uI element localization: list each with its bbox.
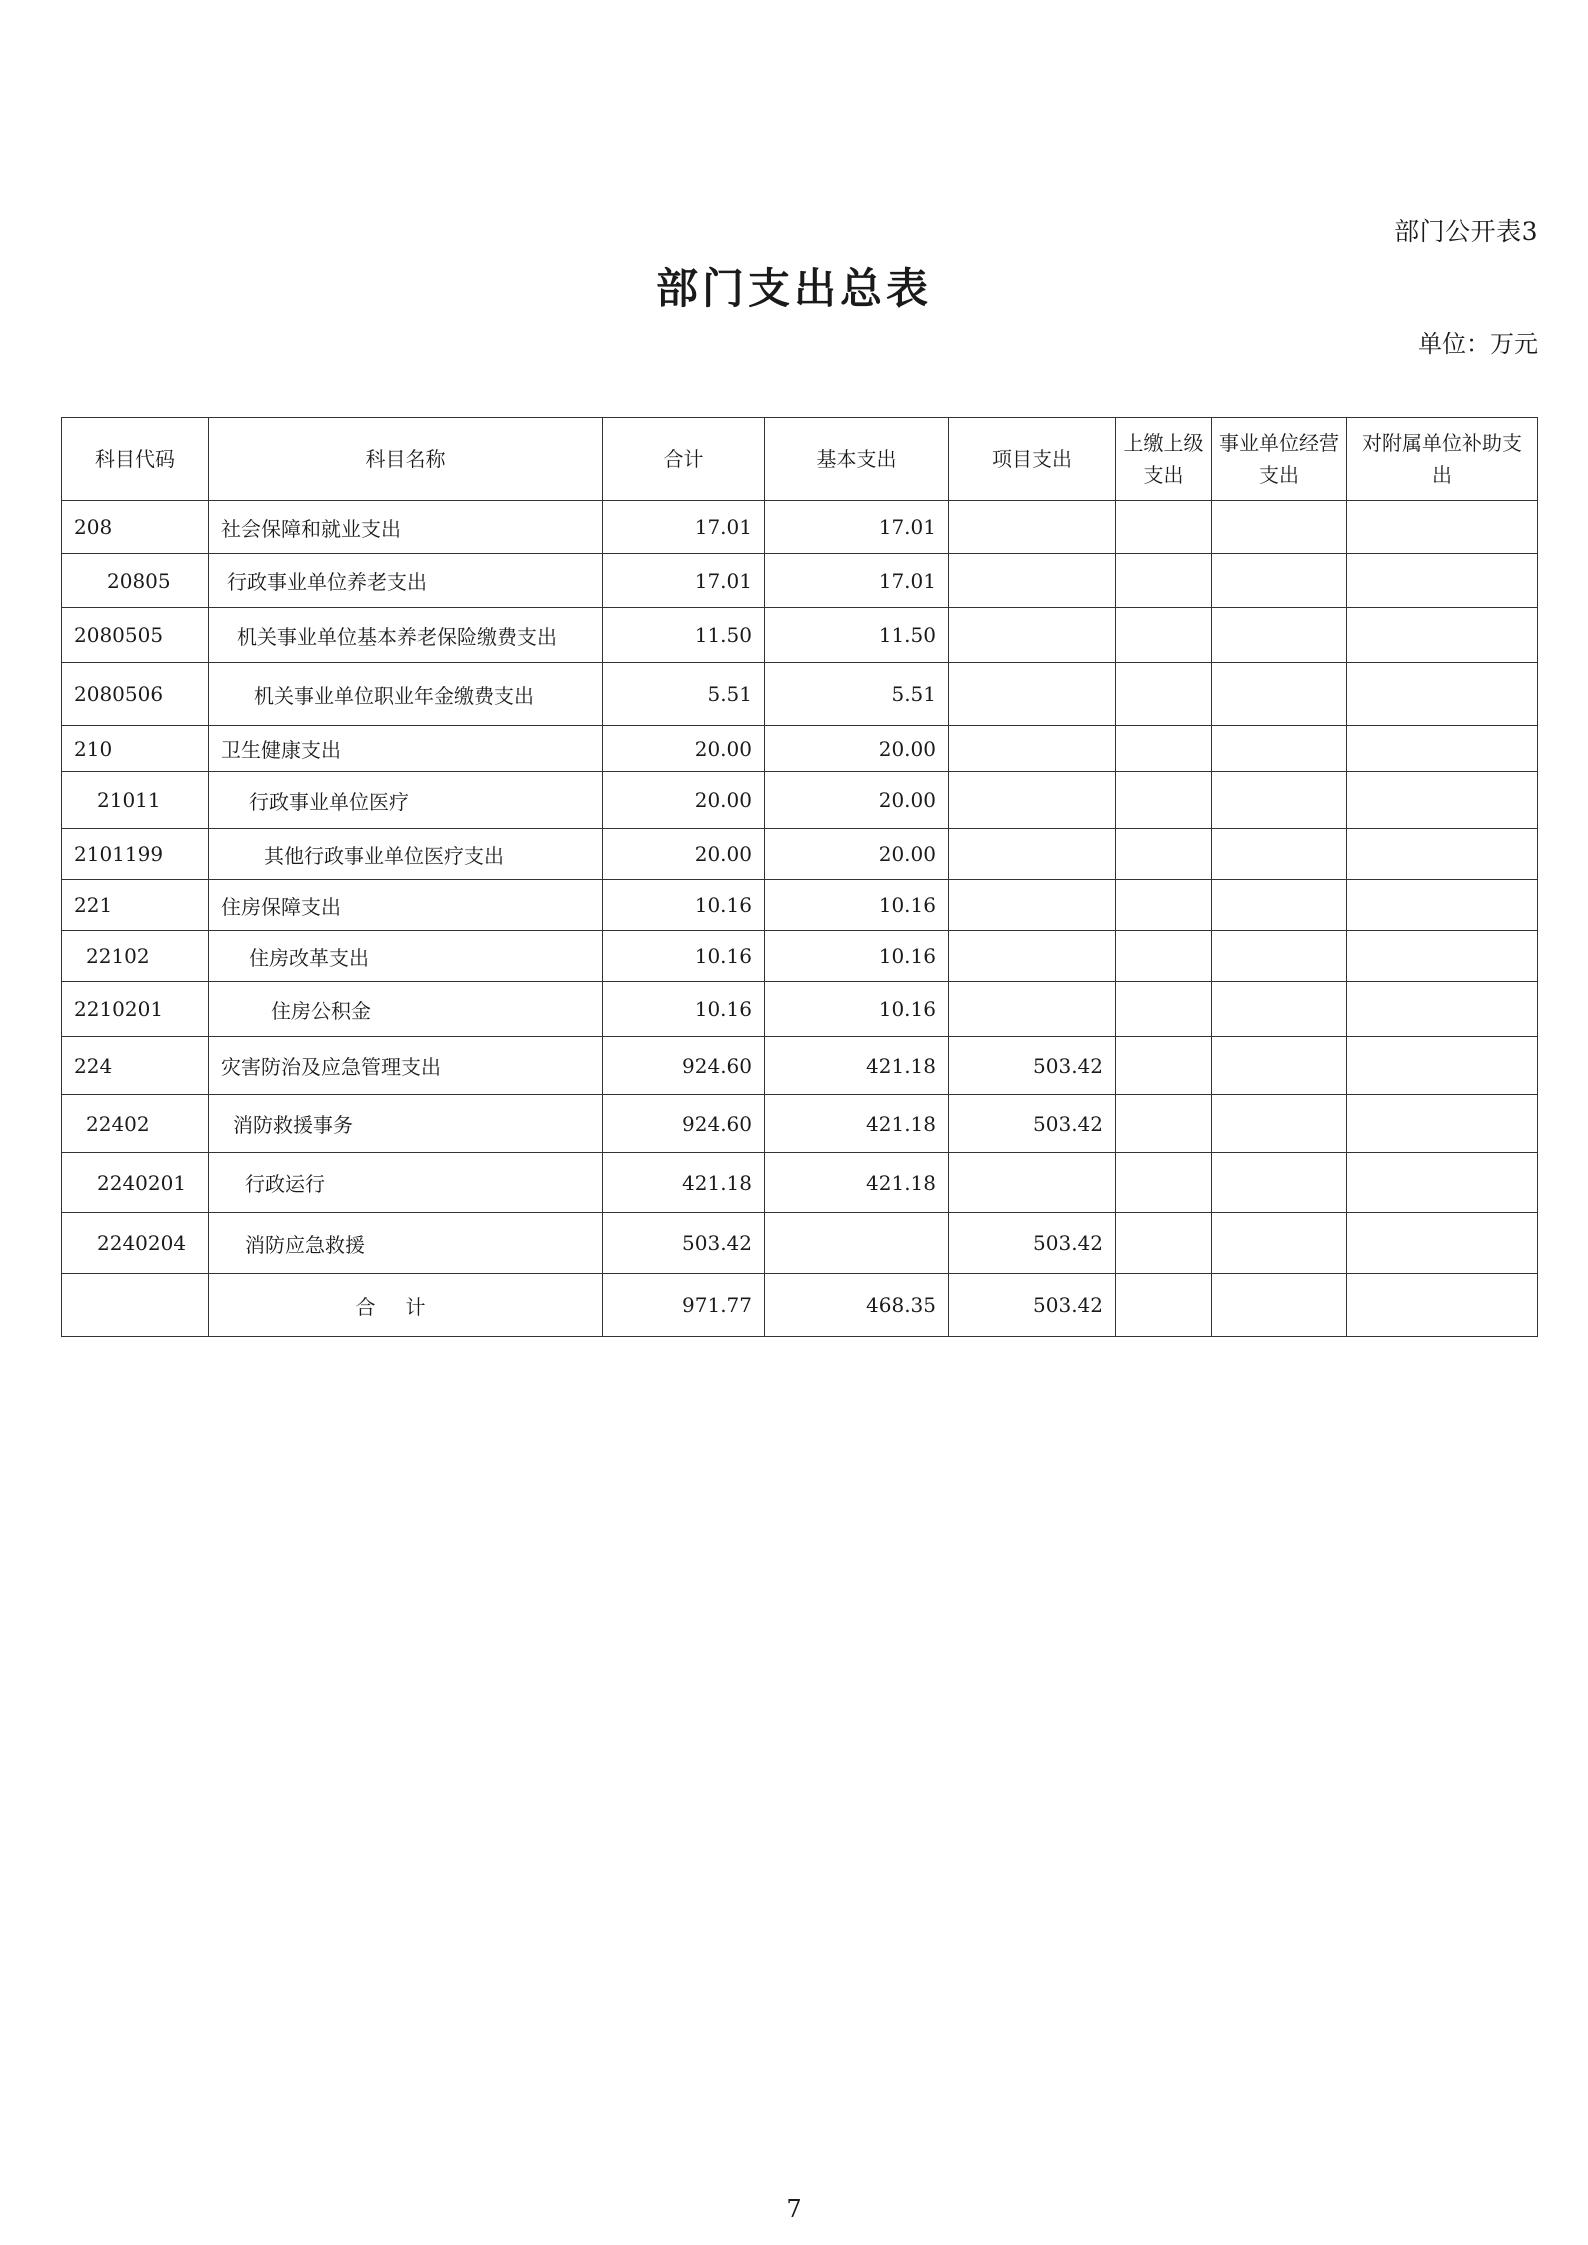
column-header: 科目名称: [209, 418, 603, 501]
upper-value: [1116, 829, 1212, 880]
subject-name: 其他行政事业单位医疗支出: [209, 829, 603, 880]
subject-name: 住房保障支出: [209, 880, 603, 931]
table-row: [62, 1153, 1538, 1213]
basic-value: 421.18: [765, 1153, 949, 1213]
table-row: [62, 1095, 1538, 1153]
column-header: 项目支出: [949, 418, 1116, 501]
subject-name: 消防救援事务: [209, 1095, 603, 1153]
project-value: [949, 663, 1116, 726]
total-value: 17.01: [603, 501, 765, 554]
project-value: [949, 931, 1116, 982]
subject-name: 社会保障和就业支出: [209, 501, 603, 554]
table-row: [62, 931, 1538, 982]
subject-name: 住房公积金: [209, 982, 603, 1037]
table-header-row: [62, 418, 1538, 501]
upper-value: [1116, 608, 1212, 663]
table-row: [62, 726, 1538, 772]
basic-value: 20.00: [765, 726, 949, 772]
business-value: [1212, 663, 1347, 726]
basic-value: 10.16: [765, 931, 949, 982]
business-value: [1212, 931, 1347, 982]
table-row: [62, 501, 1538, 554]
total-value: 20.00: [603, 829, 765, 880]
upper-value: [1116, 1095, 1212, 1153]
basic-value: 17.01: [765, 554, 949, 608]
basic-value: 11.50: [765, 608, 949, 663]
table-row: [62, 982, 1538, 1037]
basic-value: 421.18: [765, 1095, 949, 1153]
basic-value: 20.00: [765, 829, 949, 880]
business-value: [1212, 726, 1347, 772]
project-value: 503.42: [949, 1213, 1116, 1274]
table-row: [62, 1037, 1538, 1095]
basic-value: 5.51: [765, 663, 949, 726]
table-row: [62, 829, 1538, 880]
subject-name: 卫生健康支出: [209, 726, 603, 772]
subject-name: 消防应急救援: [209, 1213, 603, 1274]
total-label: 合计: [209, 1274, 603, 1337]
business-value: [1212, 1037, 1347, 1095]
subsidy-value: [1347, 1095, 1538, 1153]
project-value: [949, 772, 1116, 829]
basic-value: 10.16: [765, 982, 949, 1037]
subject-code: 224: [62, 1037, 209, 1095]
business-value: [1212, 608, 1347, 663]
table-row: [62, 772, 1538, 829]
table-row: [62, 554, 1538, 608]
subject-name: 灾害防治及应急管理支出: [209, 1037, 603, 1095]
page-number: 7: [786, 2195, 802, 2223]
business-value: [1212, 554, 1347, 608]
subject-code: 2101199: [62, 829, 209, 880]
business-value: [1212, 1213, 1347, 1274]
subsidy-value: [1347, 880, 1538, 931]
project-value: [949, 608, 1116, 663]
column-header: 科目代码: [62, 418, 209, 501]
project-value: [949, 501, 1116, 554]
subject-code: 2210201: [62, 982, 209, 1037]
total-value: 10.16: [603, 982, 765, 1037]
subsidy-value: [1347, 1037, 1538, 1095]
project-value: [949, 726, 1116, 772]
subsidy-value: [1347, 1213, 1538, 1274]
basic-value: 20.00: [765, 772, 949, 829]
total-value: 503.42: [603, 1213, 765, 1274]
subsidy-value: [1347, 608, 1538, 663]
subject-name: 行政运行: [209, 1153, 603, 1213]
total-code-cell: [62, 1274, 209, 1337]
business-value: [1212, 982, 1347, 1037]
basic-value: [765, 1213, 949, 1274]
column-header: 对附属单位补助支出: [1347, 418, 1538, 501]
upper-value: [1116, 772, 1212, 829]
project-value: [949, 554, 1116, 608]
subject-code: 210: [62, 726, 209, 772]
table-row: [62, 663, 1538, 726]
table-label: 部门公开表3: [1394, 217, 1538, 246]
subject-code: 221: [62, 880, 209, 931]
upper-value: [1116, 1153, 1212, 1213]
subsidy-value: [1347, 554, 1538, 608]
total-value: 20.00: [603, 772, 765, 829]
project-value: 503.42: [949, 1095, 1116, 1153]
subsidy-value: [1347, 501, 1538, 554]
column-header: 事业单位经营支出: [1212, 418, 1347, 501]
subsidy-value: [1347, 1153, 1538, 1213]
basic-value: 10.16: [765, 880, 949, 931]
subsidy-value: [1347, 772, 1538, 829]
business-value: [1212, 880, 1347, 931]
subject-code: 208: [62, 501, 209, 554]
subject-code: 22402: [62, 1095, 209, 1153]
grand-project-value: 503.42: [949, 1274, 1116, 1337]
column-header: 合计: [603, 418, 765, 501]
unit-label: 单位：万元: [1418, 330, 1538, 358]
grand-upper-value: [1116, 1274, 1212, 1337]
upper-value: [1116, 880, 1212, 931]
grand-subsidy-value: [1347, 1274, 1538, 1337]
table-row: [62, 608, 1538, 663]
total-value: 924.60: [603, 1037, 765, 1095]
grand-business-value: [1212, 1274, 1347, 1337]
total-value: 10.16: [603, 931, 765, 982]
column-header: 上缴上级支出: [1116, 418, 1212, 501]
subject-code: 2240204: [62, 1213, 209, 1274]
subject-name: 行政事业单位养老支出: [209, 554, 603, 608]
upper-value: [1116, 982, 1212, 1037]
upper-value: [1116, 501, 1212, 554]
column-header: 基本支出: [765, 418, 949, 501]
grand-total-value: 971.77: [603, 1274, 765, 1337]
business-value: [1212, 1095, 1347, 1153]
subject-code: 22102: [62, 931, 209, 982]
basic-value: 421.18: [765, 1037, 949, 1095]
subject-code: 2240201: [62, 1153, 209, 1213]
expenditure-table: [61, 417, 1538, 1337]
table-row: [62, 1213, 1538, 1274]
business-value: [1212, 829, 1347, 880]
subject-name: 机关事业单位基本养老保险缴费支出: [209, 608, 603, 663]
upper-value: [1116, 554, 1212, 608]
subsidy-value: [1347, 982, 1538, 1037]
project-value: [949, 829, 1116, 880]
grand-basic-value: 468.35: [765, 1274, 949, 1337]
subsidy-value: [1347, 829, 1538, 880]
subject-name: 机关事业单位职业年金缴费支出: [209, 663, 603, 726]
table-row: [62, 880, 1538, 931]
subject-name: 行政事业单位医疗: [209, 772, 603, 829]
upper-value: [1116, 1037, 1212, 1095]
total-value: 924.60: [603, 1095, 765, 1153]
total-value: 20.00: [603, 726, 765, 772]
total-value: 11.50: [603, 608, 765, 663]
business-value: [1212, 501, 1347, 554]
subsidy-value: [1347, 663, 1538, 726]
subject-code: 2080505: [62, 608, 209, 663]
subsidy-value: [1347, 726, 1538, 772]
business-value: [1212, 1153, 1347, 1213]
upper-value: [1116, 931, 1212, 982]
total-row: [62, 1274, 1538, 1337]
total-value: 17.01: [603, 554, 765, 608]
business-value: [1212, 772, 1347, 829]
total-value: 5.51: [603, 663, 765, 726]
upper-value: [1116, 663, 1212, 726]
basic-value: 17.01: [765, 501, 949, 554]
total-value: 10.16: [603, 880, 765, 931]
upper-value: [1116, 726, 1212, 772]
project-value: [949, 982, 1116, 1037]
project-value: 503.42: [949, 1037, 1116, 1095]
subject-code: 2080506: [62, 663, 209, 726]
subject-name: 住房改革支出: [209, 931, 603, 982]
subsidy-value: [1347, 931, 1538, 982]
page-title: 部门支出总表: [655, 264, 932, 313]
project-value: [949, 880, 1116, 931]
project-value: [949, 1153, 1116, 1213]
total-value: 421.18: [603, 1153, 765, 1213]
subject-code: 20805: [62, 554, 209, 608]
upper-value: [1116, 1213, 1212, 1274]
subject-code: 21011: [62, 772, 209, 829]
